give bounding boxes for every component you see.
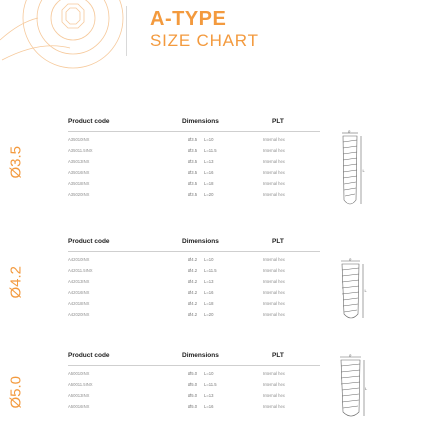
table-row — [0, 157, 320, 167]
implant-diameter-label: Ø — [349, 258, 352, 262]
diameter-value: Ø4.2 — [188, 301, 198, 306]
table-row — [0, 288, 320, 298]
size-section-3-5 — [0, 118, 430, 228]
table-row — [0, 369, 320, 379]
diameter-value: Ø5.0 — [188, 404, 198, 409]
implant-diagram-icon — [336, 258, 368, 329]
table-row — [0, 179, 320, 189]
header-product-code: Product code — [68, 352, 110, 359]
header-plt: PLT — [272, 352, 284, 359]
diameter-value: Ø5.0 — [188, 393, 198, 398]
table-row — [0, 266, 320, 276]
product-code: A42018INX — [68, 301, 90, 306]
table-row — [0, 277, 320, 287]
implant-length-label: L — [364, 288, 367, 293]
plt-value: Internal hex — [263, 404, 285, 409]
table-row — [0, 299, 320, 309]
plt-value: Internal hex — [263, 170, 285, 175]
diameter-value: Ø4.2 — [188, 268, 198, 273]
product-code: A42011.5INX — [68, 268, 93, 273]
diameter-value: Ø5.0 — [188, 382, 198, 387]
plt-value: Internal hex — [263, 137, 285, 142]
table-row — [0, 380, 320, 390]
title-sub: SIZE CHART — [150, 31, 259, 50]
size-section-4-2 — [0, 238, 430, 348]
plt-value: Internal hex — [263, 371, 285, 376]
diameter-value: Ø3.5 — [188, 159, 198, 164]
length-value: L=16 — [204, 404, 214, 409]
plt-value: Internal hex — [263, 279, 285, 284]
header-rule — [68, 365, 320, 366]
product-code: A50016INX — [68, 404, 90, 409]
diameter-value: Ø5.0 — [188, 371, 198, 376]
plt-value: Internal hex — [263, 181, 285, 186]
header-divider — [126, 6, 127, 56]
product-code: A50011.5INX — [68, 382, 93, 387]
length-value: L=11.5 — [204, 382, 217, 387]
length-value: L=13 — [204, 393, 214, 398]
plt-value: Internal hex — [263, 301, 285, 306]
implant-length-label: L — [362, 168, 365, 173]
length-value: L=13 — [204, 159, 214, 164]
page-title — [150, 8, 259, 52]
plt-value: Internal hex — [263, 382, 285, 387]
diameter-value: Ø3.5 — [188, 170, 198, 175]
section-label: Ø4.2 — [7, 265, 25, 299]
product-code: A35016INX — [68, 170, 90, 175]
diameter-value: Ø4.2 — [188, 290, 198, 295]
implant-diagram-icon — [336, 130, 366, 215]
length-value: L=20 — [204, 192, 214, 197]
plt-value: Internal hex — [263, 312, 285, 317]
header-product-code: Product code — [68, 118, 110, 125]
header-rule — [68, 251, 320, 252]
section-label: Ø3.5 — [7, 145, 25, 179]
implant-diagram-icon — [336, 354, 368, 429]
product-code: A42020INX — [68, 312, 90, 317]
table-row — [0, 391, 320, 401]
header-dimensions: Dimensions — [182, 352, 219, 359]
table-row — [0, 168, 320, 178]
table-row — [0, 146, 320, 156]
plt-value: Internal hex — [263, 290, 285, 295]
length-value: L=10 — [204, 371, 214, 376]
product-code: A35018INX — [68, 181, 90, 186]
length-value: L=18 — [204, 301, 214, 306]
product-code: A42013INX — [68, 279, 90, 284]
product-code: A35010INX — [68, 137, 90, 142]
implant-diameter-label: Ø — [349, 354, 352, 358]
diameter-value: Ø4.2 — [188, 257, 198, 262]
header-dimensions: Dimensions — [182, 118, 219, 125]
product-code: A42010INX — [68, 257, 90, 262]
length-value: L=16 — [204, 170, 214, 175]
table-row — [0, 135, 320, 145]
plt-value: Internal hex — [263, 159, 285, 164]
product-code: A35013INX — [68, 159, 90, 164]
diameter-value: Ø4.2 — [188, 279, 198, 284]
header-plt: PLT — [272, 238, 284, 245]
product-code: A35011.5INX — [68, 148, 93, 153]
table-row — [0, 255, 320, 265]
length-value: L=11.5 — [204, 148, 217, 153]
plt-value: Internal hex — [263, 268, 285, 273]
length-value: L=16 — [204, 290, 214, 295]
plt-value: Internal hex — [263, 192, 285, 197]
length-value: L=11.5 — [204, 268, 217, 273]
length-value: L=13 — [204, 279, 214, 284]
diameter-value: Ø3.5 — [188, 181, 198, 186]
product-code: A35020INX — [68, 192, 90, 197]
header-rule — [68, 131, 320, 132]
diameter-value: Ø3.5 — [188, 192, 198, 197]
table-row — [0, 402, 320, 412]
table-row — [0, 190, 320, 200]
header-product-code: Product code — [68, 238, 110, 245]
plt-value: Internal hex — [263, 148, 285, 153]
implant-diameter-label: Ø — [348, 130, 351, 134]
diameter-value: Ø3.5 — [188, 148, 198, 153]
header-plt: PLT — [272, 118, 284, 125]
product-code: A50010INX — [68, 371, 90, 376]
header-dimensions: Dimensions — [182, 238, 219, 245]
length-value: L=18 — [204, 181, 214, 186]
diameter-value: Ø4.2 — [188, 312, 198, 317]
title-main: A-TYPE — [150, 8, 227, 30]
plt-value: Internal hex — [263, 393, 285, 398]
length-value: L=10 — [204, 257, 214, 262]
length-value: L=10 — [204, 137, 214, 142]
product-code: A42016INX — [68, 290, 90, 295]
logo-emblem-icon — [0, 0, 135, 70]
size-section-5-0 — [0, 352, 430, 430]
implant-length-label: L — [365, 386, 368, 391]
product-code: A50013INX — [68, 393, 90, 398]
table-row — [0, 310, 320, 320]
plt-value: Internal hex — [263, 257, 285, 262]
section-label: Ø5.0 — [7, 375, 25, 409]
length-value: L=20 — [204, 312, 214, 317]
diameter-value: Ø3.5 — [188, 137, 198, 142]
